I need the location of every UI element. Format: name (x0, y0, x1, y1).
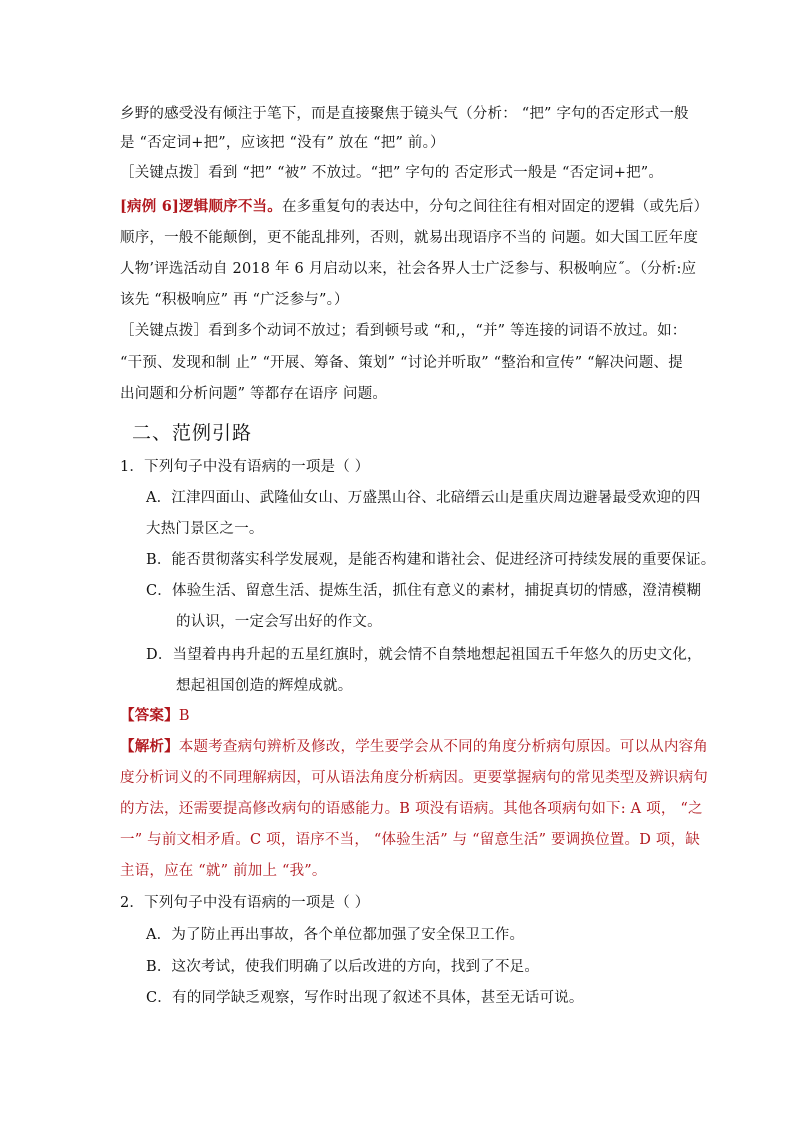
answer-line (120, 706, 190, 726)
intro-line-1: 乡野的感受没有倾注于笔下，而是直接聚焦于镜头气（分析： “把” 字句的否定形式一般 (120, 106, 689, 122)
intro-line-2: 是 “否定词+把”，应该把 “没有” 放在 “把” 前。） (120, 135, 445, 151)
analysis-text-1: 本题考查病句辨析及修改，学生要学会从不同的角度分析病句原因。可以从内容角 (178, 739, 709, 755)
example-6-line-3: 人物’评选活动自 2018 年 6 月启动以来，社会各界人士广泛参与、积极响应˝。（分析:应 (120, 261, 697, 277)
question-1-option-b: B．能否贯彻落实科学发展观，是能否构建和谐社会、促进经济可持续发展的重要保证。 (146, 552, 716, 568)
analysis-line-3: 的方法，还需要提高修改病句的语感能力。B 项没有语病。其他各项病句如下: A 项， “之 (120, 801, 703, 817)
key-tip-2-line-2: “干预、发现和制 止” “开展、筹备、策划” “讨论并听取” “整治和宣传” “解决问题、提 (120, 355, 683, 371)
question-2-option-a: A．为了防止再出事故，各个单位都加强了安全保卫工作。 (146, 927, 525, 943)
question-1-option-a-line-1: A．江津四面山、武隆仙女山、万盛黑山谷、北碚缙云山是重庆周边避暑最受欢迎的四 (146, 490, 701, 506)
key-tip-2-line-3: 出问题和分析问题” 等都存在语序 问题。 (120, 386, 388, 402)
analysis-line-1 (120, 737, 708, 757)
key-tip-1: ［关键点拨］看到 “把” “被” 不放过。“把” 字句的 否定形式一般是 “否定词+把”。 (120, 165, 664, 181)
analysis-line-4: 一” 与前文相矛盾。C 项，语序不当， “体验生活” 与 “留意生活” 要调换位置。D 项，缺 (120, 832, 700, 848)
question-1-option-c-line-2: 的认识，一定会写出好的作文。 (176, 614, 382, 630)
example-6-line-4: 该先 “积极响应” 再 “广泛参与”。） (120, 292, 349, 308)
question-1-option-d-line-1: D．当望着冉冉升起的五星红旗时，就会情不自禁地想起祖国五千年悠久的历史文化， (146, 647, 702, 663)
answer-value: B (178, 708, 190, 724)
question-1-option-a-line-2: 大热门景区之一。 (146, 521, 264, 537)
key-tip-2-line-1: ［关键点拨］看到多个动词不放过；看到顿号或 “和,，“并” 等连接的词语不放过。如： (120, 323, 687, 339)
analysis-label: 【解析】 (120, 738, 179, 755)
question-2-stem: 2．下列句子中没有语病的一项是（ ） (120, 895, 370, 911)
example-6-line-2: 顺序，一般不能颠倒，更不能乱排列，否则，就易出现语序不当的 问题。如大国工匠年度 (120, 230, 699, 246)
example-6-text: 在多重复句的表达中，分句之间往往有相对固定的逻辑（或先后） (281, 199, 709, 215)
question-2-option-b: B．这次考试，使我们明确了以后改进的方向，找到了不足。 (146, 959, 540, 975)
question-1-stem: 1．下列句子中没有语病的一项是（ ） (120, 459, 370, 475)
analysis-line-5: 主语，应在 “就” 前加上 “我”。 (120, 863, 327, 879)
analysis-line-2: 度分析词义的不同理解病因，可从语法角度分析病因。更要掌握病句的常见类型及辨识病句 (120, 770, 708, 786)
question-2-option-c: C．有的同学缺乏观察，写作时出现了叙述不具体，甚至无话可说。 (146, 990, 584, 1006)
section-title: 二、范例引路 (132, 422, 253, 444)
question-1-option-c-line-1: C．体验生活、留意生活、提炼生活，抓住有意义的素材，捕捉真切的情感，澄清模糊 (146, 583, 702, 599)
answer-label: 【答案】 (120, 707, 179, 724)
example-6-line-1 (120, 197, 708, 217)
example-6-label: [病例 6]逻辑顺序不当。 (120, 198, 282, 215)
question-1-option-d-line-2: 想起祖国创造的辉煌成就。 (176, 678, 353, 694)
